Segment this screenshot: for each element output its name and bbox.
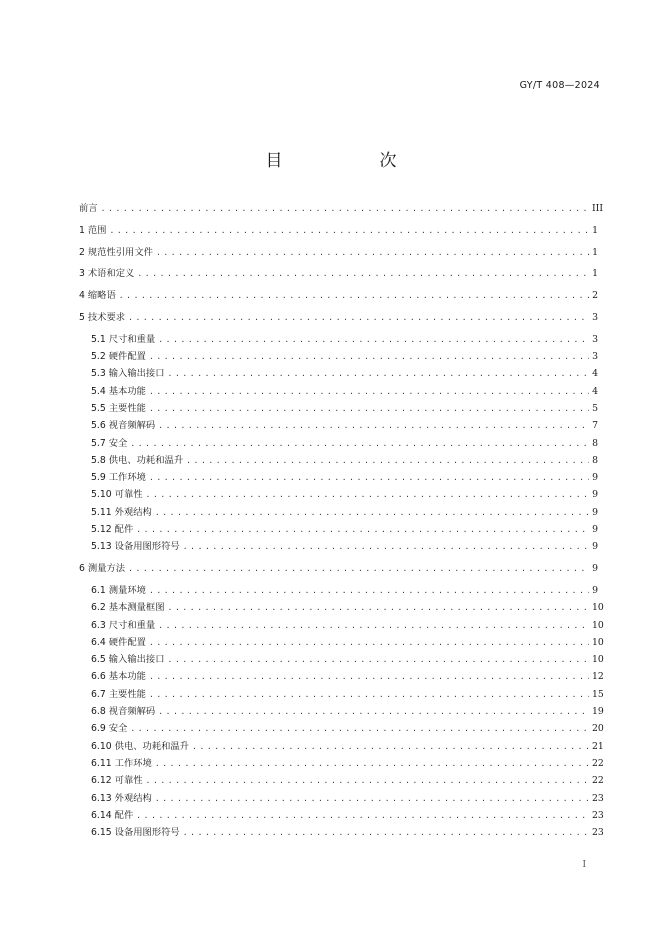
toc-leader-dots xyxy=(109,222,589,239)
toc-entry-page: 8 xyxy=(592,437,598,449)
toc-entry[interactable] xyxy=(79,686,604,703)
toc-entry[interactable] xyxy=(79,651,604,668)
toc-entry-page: 7 xyxy=(592,420,598,432)
toc-entry-page: 8 xyxy=(592,454,598,466)
toc-entry-page: 9 xyxy=(592,584,598,596)
toc-entry-label: 6.1 测量环境 xyxy=(91,584,146,596)
toc-entry-label: 2 规范性引用文件 xyxy=(79,246,153,258)
toc-entry-page: 23 xyxy=(592,827,604,839)
toc-entry-label: 5.5 主要性能 xyxy=(91,402,146,414)
toc-leader-dots xyxy=(149,634,589,651)
toc-leader-dots xyxy=(155,504,589,521)
toc-leader-dots xyxy=(183,824,589,841)
toc-entry-label: 6.10 供电、功耗和温升 xyxy=(91,740,190,752)
toc-entry-label: 5.2 硬件配置 xyxy=(91,351,146,363)
toc-entry-page: 1 xyxy=(592,246,598,258)
toc-entry-label: 5.12 配件 xyxy=(91,524,134,536)
toc-entry-page: 5 xyxy=(592,402,598,414)
toc-entry-page: 3 xyxy=(592,351,598,363)
toc-entry-label: 1 范围 xyxy=(79,224,107,236)
toc-leader-dots xyxy=(149,469,589,486)
toc-entry[interactable] xyxy=(79,469,598,486)
toc-leader-dots xyxy=(130,435,589,452)
toc-entry[interactable] xyxy=(79,703,604,720)
table-of-contents xyxy=(79,200,604,841)
toc-entry[interactable] xyxy=(79,435,598,452)
toc-leader-dots xyxy=(149,400,589,417)
toc-leader-dots xyxy=(136,521,589,538)
toc-entry-page: 1 xyxy=(592,268,598,280)
toc-entry-page: 10 xyxy=(592,602,604,614)
toc-entry-page: 22 xyxy=(592,775,604,787)
toc-entry-label: 6.2 基本测量框图 xyxy=(91,602,165,614)
toc-entry[interactable] xyxy=(79,521,598,538)
toc-entry-page: 23 xyxy=(592,792,604,804)
toc-entry[interactable] xyxy=(79,772,604,789)
toc-entry[interactable] xyxy=(79,755,604,772)
toc-leader-dots xyxy=(136,807,589,824)
page-title: 目 次 xyxy=(265,151,437,171)
toc-leader-dots xyxy=(156,244,589,261)
toc-entry[interactable] xyxy=(79,807,604,824)
toc-entry[interactable] xyxy=(79,738,604,755)
toc-leader-dots xyxy=(183,538,589,555)
toc-entry-label: 5.10 可靠性 xyxy=(91,489,143,501)
toc-entry-label: 6.7 主要性能 xyxy=(91,688,146,700)
toc-entry-label: 3 术语和定义 xyxy=(79,268,135,280)
toc-leader-dots xyxy=(149,686,589,703)
toc-entry-label: 5.9 工作环境 xyxy=(91,472,146,484)
toc-leader-dots xyxy=(155,790,589,807)
toc-entry[interactable] xyxy=(79,452,598,469)
toc-entry-label: 6.8 视音频解码 xyxy=(91,706,156,718)
toc-entry-page: 2 xyxy=(592,290,598,302)
toc-entry-label: 6.9 安全 xyxy=(91,723,128,735)
toc-leader-dots xyxy=(186,452,589,469)
toc-entry-label: 6.12 可靠性 xyxy=(91,775,143,787)
toc-entry-label: 5.11 外观结构 xyxy=(91,506,152,518)
toc-entry[interactable] xyxy=(79,365,598,382)
toc-entry-label: 5.7 安全 xyxy=(91,437,128,449)
toc-entry[interactable] xyxy=(79,265,598,282)
toc-entry[interactable] xyxy=(79,309,598,326)
toc-entry-label: 5.3 输入输出接口 xyxy=(91,368,165,380)
toc-entry-page: 20 xyxy=(592,723,604,735)
toc-entry-page: 10 xyxy=(592,654,604,666)
toc-entry-page: 9 xyxy=(592,563,598,575)
toc-leader-dots xyxy=(158,331,589,348)
toc-entry[interactable] xyxy=(79,720,604,737)
toc-entry-page: 23 xyxy=(592,809,604,821)
toc-entry-page: 10 xyxy=(592,636,604,648)
toc-entry[interactable] xyxy=(79,222,598,239)
toc-entry-label: 4 缩略语 xyxy=(79,290,116,302)
toc-leader-dots xyxy=(149,668,589,685)
toc-entry[interactable] xyxy=(79,790,604,807)
toc-entry-page: 12 xyxy=(592,671,604,683)
toc-leader-dots xyxy=(149,383,589,400)
toc-entry-page: 9 xyxy=(592,506,598,518)
toc-leader-dots xyxy=(158,617,589,634)
toc-entry[interactable] xyxy=(79,383,598,400)
toc-entry[interactable] xyxy=(79,668,604,685)
toc-entry[interactable] xyxy=(79,200,604,217)
toc-entry[interactable] xyxy=(79,417,598,434)
page-number: I xyxy=(582,860,586,870)
toc-entry[interactable] xyxy=(79,538,598,555)
toc-entry-page: 4 xyxy=(592,368,598,380)
toc-entry[interactable] xyxy=(79,599,604,616)
toc-leader-dots xyxy=(149,348,589,365)
toc-leader-dots xyxy=(101,200,589,217)
toc-entry-label: 6.6 基本功能 xyxy=(91,671,146,683)
toc-entry-label: 6.3 尺寸和重量 xyxy=(91,619,156,631)
toc-leader-dots xyxy=(128,309,589,326)
toc-entry-page: 15 xyxy=(592,688,604,700)
toc-entry[interactable] xyxy=(79,560,598,577)
toc-entry-page: 4 xyxy=(592,385,598,397)
toc-leader-dots xyxy=(168,599,589,616)
toc-entry-label: 6.5 输入输出接口 xyxy=(91,654,165,666)
toc-entry-label: 6.4 硬件配置 xyxy=(91,636,146,648)
toc-entry-label: 6 测量方法 xyxy=(79,563,126,575)
toc-leader-dots xyxy=(137,265,589,282)
toc-entry-page: 19 xyxy=(592,706,604,718)
toc-entry-label: 6.11 工作环境 xyxy=(91,757,152,769)
toc-leader-dots xyxy=(192,738,589,755)
toc-entry-label: 6.14 配件 xyxy=(91,809,134,821)
toc-leader-dots xyxy=(158,703,589,720)
toc-entry[interactable] xyxy=(79,331,598,348)
toc-entry[interactable] xyxy=(79,504,598,521)
toc-entry-page: III xyxy=(592,203,604,214)
toc-leader-dots xyxy=(149,582,589,599)
toc-entry[interactable] xyxy=(79,348,598,365)
toc-entry[interactable] xyxy=(79,582,598,599)
standard-code: GY/T 408—2024 xyxy=(519,80,600,91)
toc-entry[interactable] xyxy=(79,244,598,261)
toc-entry-page: 22 xyxy=(592,757,604,769)
toc-entry-page: 9 xyxy=(592,472,598,484)
toc-entry-page: 9 xyxy=(592,541,598,553)
toc-entry[interactable] xyxy=(79,824,604,841)
toc-leader-dots xyxy=(168,365,589,382)
toc-leader-dots xyxy=(119,287,589,304)
toc-entry-label: 5.8 供电、功耗和温升 xyxy=(91,454,184,466)
toc-entry-page: 3 xyxy=(592,333,598,345)
toc-entry-page: 9 xyxy=(592,524,598,536)
toc-entry[interactable] xyxy=(79,486,598,503)
toc-entry[interactable] xyxy=(79,634,604,651)
toc-entry-label: 6.13 外观结构 xyxy=(91,792,152,804)
toc-entry-page: 3 xyxy=(592,311,598,323)
toc-leader-dots xyxy=(128,560,589,577)
toc-entry-label: 5 技术要求 xyxy=(79,311,126,323)
toc-leader-dots xyxy=(155,755,589,772)
toc-entry-page: 1 xyxy=(592,224,598,236)
toc-entry-label: 5.1 尺寸和重量 xyxy=(91,333,156,345)
toc-leader-dots xyxy=(130,720,589,737)
toc-entry-page: 21 xyxy=(592,740,604,752)
toc-entry[interactable] xyxy=(79,287,598,304)
toc-entry[interactable] xyxy=(79,400,598,417)
toc-entry-page: 10 xyxy=(592,619,604,631)
toc-entry-label: 前言 xyxy=(79,203,98,214)
toc-leader-dots xyxy=(146,486,589,503)
toc-leader-dots xyxy=(158,417,589,434)
toc-leader-dots xyxy=(168,651,589,668)
toc-entry-label: 5.4 基本功能 xyxy=(91,385,146,397)
toc-entry-label: 5.6 视音频解码 xyxy=(91,420,156,432)
toc-entry-label: 6.15 设备用图形符号 xyxy=(91,827,180,839)
toc-entry-label: 5.13 设备用图形符号 xyxy=(91,541,180,553)
toc-entry-page: 9 xyxy=(592,489,598,501)
toc-leader-dots xyxy=(146,772,589,789)
toc-entry[interactable] xyxy=(79,617,604,634)
